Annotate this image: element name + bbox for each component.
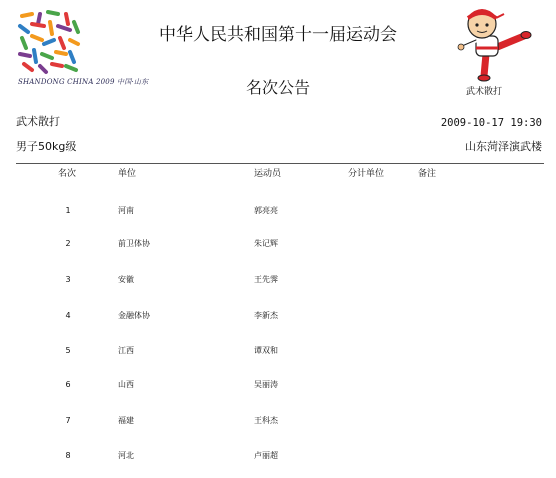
unit-cell: 河南 — [118, 206, 134, 215]
athlete-cell: 谭双和 — [254, 346, 278, 355]
table-row — [0, 345, 556, 359]
venue-label: 山东菏泽演武楼 — [465, 140, 542, 153]
athlete-cell: 郭亮亮 — [254, 206, 278, 215]
datetime-label: 2009-10-17 19:30 — [440, 117, 542, 129]
unit-cell: 河北 — [118, 451, 134, 460]
logo-caption: SHANDONG CHINA 2009 中国·山东 — [18, 78, 149, 86]
rank-cell: 3 — [65, 275, 71, 284]
rank-cell: 6 — [65, 380, 71, 389]
table-row — [0, 415, 556, 429]
column-header-athlete: 运动员 — [254, 169, 282, 179]
table-row — [0, 238, 556, 252]
rank-cell: 2 — [65, 239, 71, 248]
athlete-cell: 王先霁 — [254, 275, 278, 284]
category-label: 男子50kg级 — [16, 140, 77, 153]
table-row — [0, 274, 556, 288]
athlete-cell: 卢丽超 — [254, 451, 278, 460]
mascot-caption: 武术散打 — [466, 87, 503, 97]
column-header-rank: 名次 — [58, 169, 77, 179]
header-divider — [16, 163, 544, 164]
event-title: 中华人民共和国第十一届运动会 — [159, 25, 397, 45]
unit-cell: 安徽 — [118, 275, 134, 284]
unit-cell: 前卫体协 — [118, 239, 150, 248]
kicking-mascot-icon — [452, 6, 532, 82]
column-header-scoring-unit: 分计单位 — [348, 169, 385, 179]
column-header-unit: 单位 — [118, 169, 137, 179]
athlete-cell: 王科杰 — [254, 416, 278, 425]
sport-label: 武术散打 — [16, 115, 60, 128]
document-title: 名次公告 — [245, 78, 310, 97]
unit-cell: 福建 — [118, 416, 134, 425]
athlete-cell: 李新杰 — [254, 311, 278, 320]
table-row — [0, 310, 556, 324]
column-header-remarks: 备注 — [418, 169, 437, 179]
unit-cell: 金融体协 — [118, 311, 150, 320]
table-row — [0, 205, 556, 219]
rank-cell: 5 — [65, 346, 71, 355]
unit-cell: 江西 — [118, 346, 134, 355]
athlete-cell: 吴丽涛 — [254, 380, 278, 389]
unit-cell: 山西 — [118, 380, 134, 389]
rank-cell: 8 — [65, 451, 71, 460]
rank-cell: 1 — [65, 206, 71, 215]
table-row — [0, 450, 556, 464]
rank-cell: 7 — [65, 416, 71, 425]
athlete-cell: 朱记辉 — [254, 239, 278, 248]
rank-cell: 4 — [65, 311, 71, 320]
table-row — [0, 379, 556, 393]
